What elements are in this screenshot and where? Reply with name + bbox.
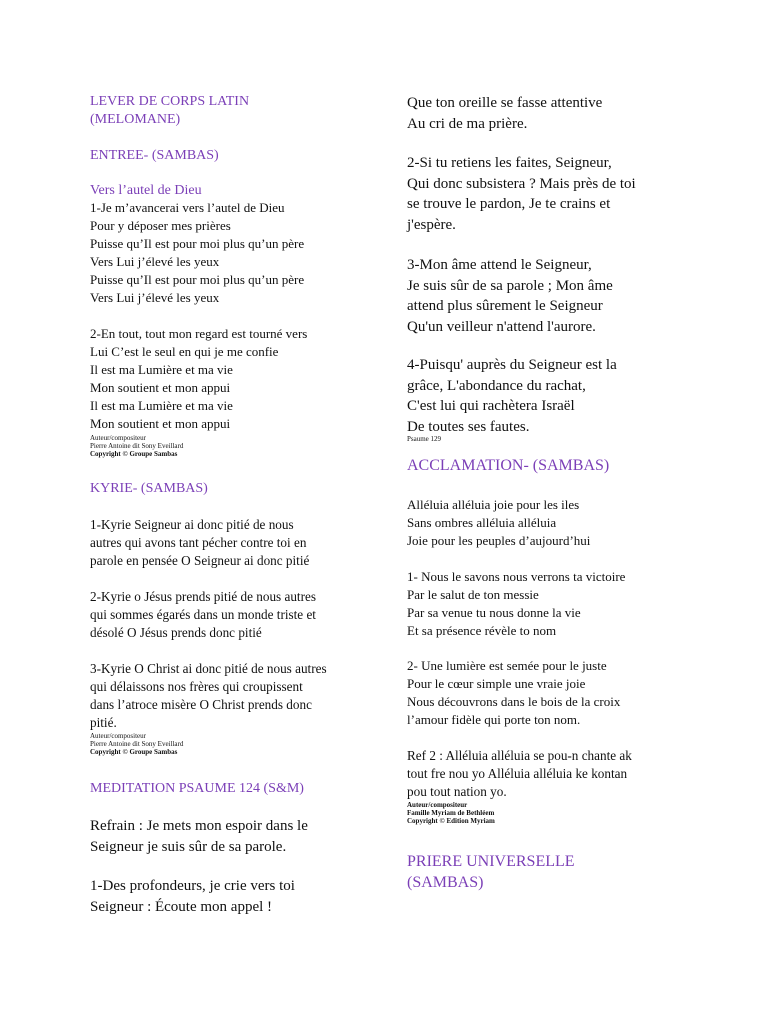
heading-line: PRIERE UNIVERSELLE: [407, 853, 575, 870]
heading-entree: ENTREE- (SAMBAS): [90, 148, 219, 163]
kyrie-verse-3: [90, 660, 327, 732]
title-line: (MELOMANE): [90, 111, 181, 127]
acclamation-verse-1: [407, 568, 625, 640]
lyric-line: qui délaissons nos frères qui croupissent: [90, 679, 303, 694]
lyric-line: 1-Je m’avancerai vers l’autel de Dieu: [90, 200, 285, 215]
lyric-line: 2-En tout, tout mon regard est tourné vers: [90, 326, 308, 341]
heading-kyrie: KYRIE- (SAMBAS): [90, 481, 208, 496]
heading-priere-universelle: [407, 852, 575, 893]
lyric-line: 4-Puisqu' auprès du Seigneur est la: [407, 357, 617, 373]
acclamation-refrain: [407, 496, 590, 550]
song-title-vers-lautel: Vers l’autel de Dieu: [90, 183, 202, 198]
psalm-continuation: [407, 93, 602, 134]
credit-author: Famille Myriam de Bethléem: [407, 809, 495, 818]
entree-verse-1: [90, 199, 304, 307]
lyric-line: Au cri de ma prière.: [407, 115, 528, 132]
credit-label: Auteur/compositeur: [407, 801, 468, 809]
lyric-line: Ref 2 : Alléluia alléluia se pou-n chante ak: [407, 748, 632, 763]
lyric-line: Par sa venue tu nous donne la vie: [407, 605, 581, 620]
lyric-line: 1- Nous le savons nous verrons ta victoire: [407, 569, 626, 584]
lyric-line: C'est lui qui rachètera Israël: [407, 398, 575, 414]
lyric-line: Mon soutient et mon appui: [90, 380, 231, 395]
lyric-line: Joie pour les peuples d’aujourd’hui: [407, 533, 591, 548]
lyric-line: tout fre nou yo Alléluia alléluia ke kontan: [407, 766, 628, 781]
lyric-line: 2- Une lumière est semée pour le juste: [407, 658, 607, 673]
lyric-line: Vers Lui j’élevé les yeux: [90, 290, 220, 305]
lyric-line: 1-Des profondeurs, je crie vers toi: [90, 878, 295, 894]
lyric-line: Alléluia alléluia joie pour les iles: [407, 497, 580, 512]
lyric-line: Vers Lui j’élevé les yeux: [90, 254, 220, 269]
kyrie-credit: [90, 732, 183, 757]
credit-label: Auteur/compositeur: [90, 732, 146, 740]
lyric-line: Seigneur je suis sûr de sa parole.: [90, 838, 287, 855]
credit-copyright: Copyright © Groupe Sambas: [90, 450, 178, 459]
lyric-line: pitié.: [90, 715, 117, 730]
lyric-line: Nous découvrons dans le bois de la croix: [407, 694, 621, 709]
lyric-line: j'espère.: [407, 216, 456, 233]
lyric-line: 2-Kyrie o Jésus prends pitié de nous autres: [90, 589, 316, 604]
lyric-line: De toutes ses fautes.: [407, 418, 530, 435]
credit-copyright: Copyright © Groupe Sambas: [90, 748, 178, 757]
lyric-line: Puisse qu’Il est pour moi plus qu’un père: [90, 236, 305, 251]
title-lever-de-corps: [90, 93, 249, 128]
lyric-line: qui sommes égarés dans un monde triste et: [90, 607, 316, 622]
heading-line: (SAMBAS): [407, 873, 484, 891]
lyric-line: Que ton oreille se fasse attentive: [407, 95, 603, 111]
lyric-line: Pour y déposer mes prières: [90, 218, 231, 233]
acclamation-credit: [407, 801, 495, 826]
psalm-reference: Psaume 129: [407, 435, 442, 443]
lyric-line: se trouve le pardon, Je te crains et: [407, 196, 611, 212]
lyric-line: Pour le cœur simple une vraie joie: [407, 676, 586, 691]
lyric-line: Par le salut de ton messie: [407, 587, 539, 602]
kyrie-verse-1: [90, 516, 309, 570]
psalm-verse-3: [407, 255, 613, 337]
lyric-line: Puisse qu’Il est pour moi plus qu’un père: [90, 272, 305, 287]
lyric-line: Il est ma Lumière et ma vie: [90, 362, 233, 377]
psalm-verse-4: [407, 355, 617, 437]
lyric-line: Refrain : Je mets mon espoir dans le: [90, 818, 308, 834]
heading-acclamation: ACCLAMATION- (SAMBAS): [407, 457, 610, 474]
lyric-line: grâce, L'abondance du rachat,: [407, 377, 586, 394]
lyric-line: dans l’atroce misère O Christ prends donc: [90, 697, 312, 712]
lyric-line: 3-Kyrie O Christ ai donc pitié de nous autres: [90, 661, 327, 676]
lyric-line: Sans ombres alléluia alléluia: [407, 515, 557, 530]
credit-copyright: Copyright © Edition Myriam: [407, 817, 495, 826]
credit-author: Pierre Antoine dit Sony Eveillard: [90, 442, 184, 451]
lyric-line: Lui C’est le seul en qui je me confie: [90, 344, 279, 359]
entree-credit: [90, 434, 183, 459]
lyric-line: Il est ma Lumière et ma vie: [90, 398, 233, 413]
lyric-line: 3-Mon âme attend le Seigneur,: [407, 257, 592, 273]
credit-label: Auteur/compositeur: [90, 434, 146, 442]
acclamation-verse-2: [407, 657, 620, 729]
meditation-refrain: [90, 816, 308, 857]
lyric-line: Seigneur : Écoute mon appel !: [90, 898, 273, 915]
kyrie-verse-2: [90, 588, 316, 642]
title-line: LEVER DE CORPS LATIN: [90, 94, 250, 109]
lyric-line: 2-Si tu retiens les faites, Seigneur,: [407, 155, 612, 171]
lyric-line: pou tout nation yo.: [407, 784, 507, 799]
lyric-line: 1-Kyrie Seigneur ai donc pitié de nous: [90, 517, 294, 532]
lyric-line: Qui donc subsistera ? Mais près de toi: [407, 175, 636, 192]
lyric-line: autres qui avons tant pécher contre toi en: [90, 535, 307, 550]
meditation-verse-1: [90, 876, 295, 917]
lyric-line: Je suis sûr de sa parole ; Mon âme: [407, 277, 613, 294]
lyric-line: Mon soutient et mon appui: [90, 416, 231, 431]
lyric-line: parole en pensée O Seigneur ai donc pitié: [90, 553, 310, 568]
lyric-line: Qu'un veilleur n'attend l'aurore.: [407, 318, 596, 335]
psalm-verse-2: [407, 153, 636, 235]
lyric-line: Et sa présence révèle to nom: [407, 623, 557, 638]
entree-verse-2: [90, 325, 307, 433]
heading-meditation: MEDITATION PSAUME 124 (S&M): [90, 781, 304, 796]
lyric-line: désolé O Jésus prends donc pitié: [90, 625, 262, 640]
lyric-line: attend plus sûrement le Seigneur: [407, 298, 603, 314]
acclamation-ref-2: [407, 747, 632, 801]
lyric-line: l’amour fidèle qui porte ton nom.: [407, 712, 581, 727]
credit-author: Pierre Antoine dit Sony Eveillard: [90, 740, 184, 749]
